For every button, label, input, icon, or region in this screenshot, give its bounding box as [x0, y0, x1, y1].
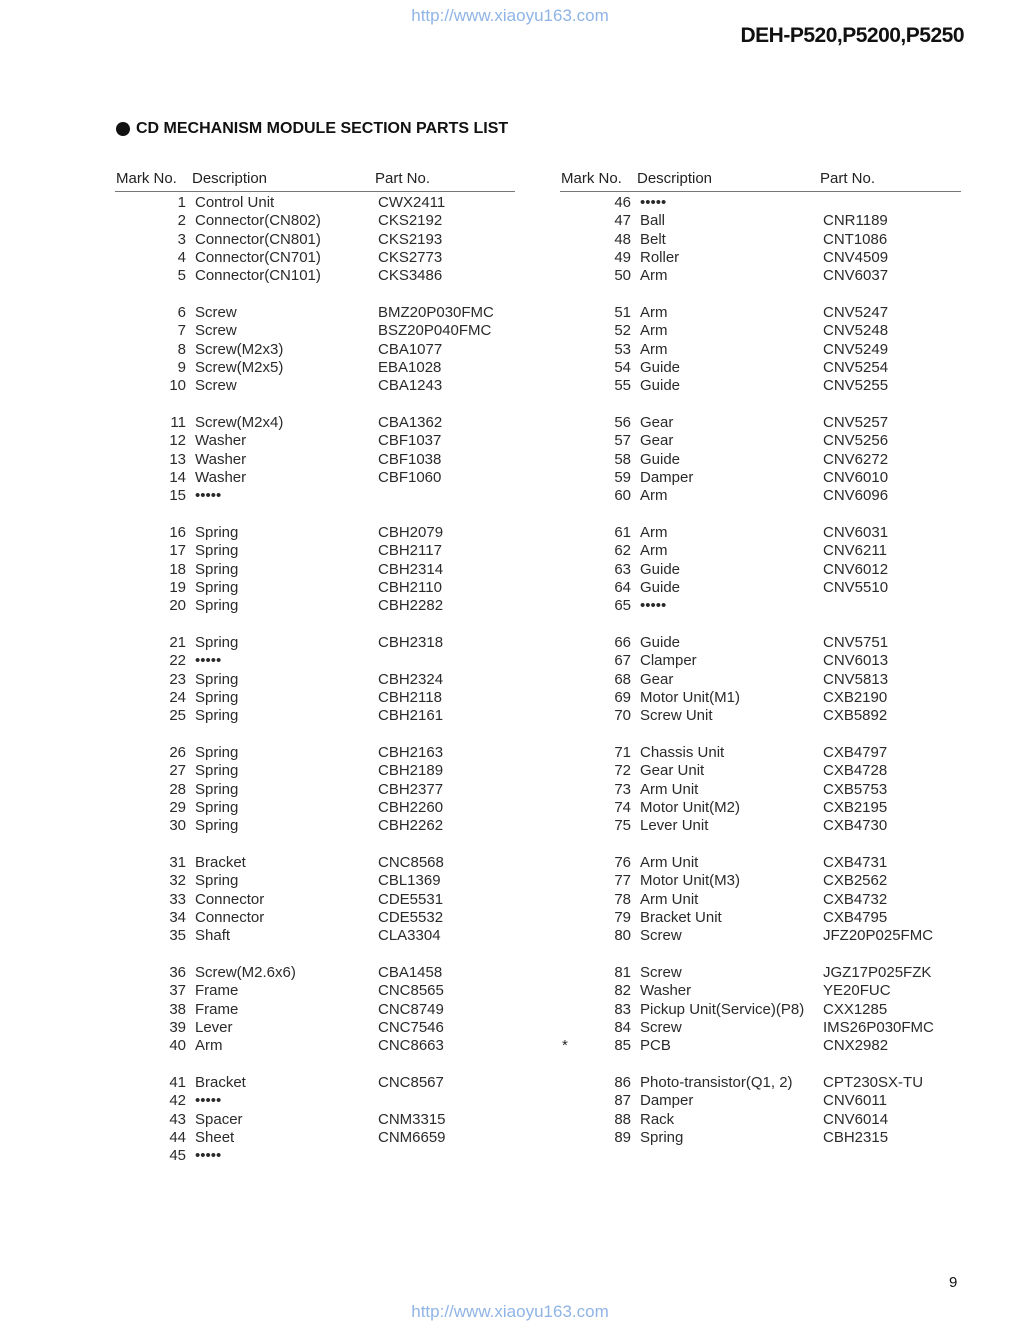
item-description: Connector: [195, 908, 265, 926]
item-number: 9: [177, 358, 186, 376]
item-number: 11: [170, 414, 186, 431]
item-number: 42: [169, 1092, 186, 1110]
item-number: 28: [169, 780, 186, 798]
item-number: 35: [169, 927, 186, 945]
section-title: [116, 120, 508, 138]
item-number: 58: [614, 450, 631, 468]
part-number: CBH2079: [378, 524, 444, 541]
item-description: Guide: [640, 634, 681, 651]
part-number: JGZ17P025FZK: [823, 964, 932, 981]
part-number: CKS3486: [378, 267, 443, 285]
part-number: CBH2282: [378, 597, 444, 615]
part-number: CXX1285: [823, 1000, 888, 1018]
part-number: CNC8749: [378, 1000, 444, 1018]
item-description: Connector(CN101): [195, 267, 321, 285]
item-description: Spring: [195, 578, 239, 596]
item-description: Spring: [640, 1128, 684, 1146]
item-description: Screw(M2x4): [195, 414, 284, 431]
part-number: CNV5751: [823, 634, 889, 651]
item-number: 13: [169, 450, 186, 468]
part-number: CBH2163: [378, 744, 444, 761]
item-number: 29: [169, 798, 186, 816]
left-header-part-no: Part No.: [375, 170, 431, 187]
item-number: 66: [614, 634, 631, 651]
part-number: CBF1037: [378, 432, 442, 450]
part-number: CBL1369: [378, 872, 441, 890]
part-number: JFZ20P025FMC: [823, 927, 934, 945]
part-number: CXB2190: [823, 688, 888, 706]
part-number: CNV5255: [823, 377, 889, 395]
item-number: 75: [614, 817, 631, 835]
item-description: Screw: [640, 964, 682, 981]
item-description: Motor Unit(M1): [640, 688, 741, 706]
item-description: Lever: [195, 1018, 233, 1036]
item-description: Photo-transistor(Q1, 2): [640, 1074, 793, 1091]
item-number: 71: [614, 744, 631, 761]
item-number: 20: [169, 597, 186, 615]
item-description: Screw: [640, 1018, 682, 1036]
left-header-rule: [115, 191, 515, 192]
item-description: Screw: [195, 377, 237, 395]
item-number: 40: [169, 1037, 186, 1055]
part-number: CBA1362: [378, 414, 443, 431]
item-number: 61: [614, 524, 631, 541]
model-title: DEH-P520,P5200,P5250: [740, 24, 964, 47]
part-number: CBH2117: [378, 542, 442, 560]
item-number: 19: [169, 578, 186, 596]
item-description: Spring: [195, 707, 239, 725]
item-description: Spring: [195, 597, 239, 615]
part-number: CNC7546: [378, 1018, 444, 1036]
item-number: 76: [614, 854, 631, 871]
watermark-url-top: http://www.xiaoyu163.com: [411, 6, 609, 25]
item-description: Frame: [195, 982, 239, 1000]
part-number: CNV6011: [823, 1092, 887, 1110]
part-number: CDE5532: [378, 908, 444, 926]
part-number: IMS26P030FMC: [823, 1018, 934, 1036]
item-number: 34: [169, 908, 186, 926]
item-number: 26: [169, 744, 186, 761]
item-description: Screw: [195, 304, 237, 321]
item-number: 45: [169, 1147, 186, 1165]
part-number: CBH2118: [378, 688, 442, 706]
item-number: 88: [614, 1110, 631, 1128]
part-number: CNV5256: [823, 432, 889, 450]
part-number: EBA1028: [378, 358, 442, 376]
item-description: Spring: [195, 817, 239, 835]
item-description: Roller: [640, 248, 680, 266]
item-description: •••••: [195, 487, 222, 505]
item-description: Screw(M2x5): [195, 358, 284, 376]
mark-symbol: *: [562, 1037, 568, 1055]
item-description: Motor Unit(M3): [640, 872, 741, 890]
part-number: CNV6037: [823, 267, 889, 285]
item-description: Arm Unit: [640, 780, 699, 798]
item-description: •••••: [640, 194, 667, 211]
item-description: •••••: [195, 652, 222, 670]
right-header-mark-no: Mark No.: [561, 170, 622, 187]
item-number: 36: [169, 964, 186, 981]
item-number: 85: [614, 1037, 631, 1055]
part-number: CPT230SX-TU: [823, 1074, 924, 1091]
item-description: Connector(CN801): [195, 230, 321, 248]
part-number: CNM3315: [378, 1110, 446, 1128]
part-number: CNV5257: [823, 414, 889, 431]
item-description: Guide: [640, 578, 681, 596]
item-number: 86: [614, 1074, 631, 1091]
item-description: Chassis Unit: [640, 744, 725, 761]
item-description: Connector: [195, 890, 265, 908]
item-number: 30: [169, 817, 186, 835]
part-number: CXB2562: [823, 872, 888, 890]
item-number: 23: [169, 670, 186, 688]
item-number: 69: [614, 688, 631, 706]
part-number: CBH2324: [378, 670, 444, 688]
item-description: Arm Unit: [640, 854, 699, 871]
item-description: Spring: [195, 560, 239, 578]
item-description: Screw(M2.6x6): [195, 964, 296, 981]
part-number: CBA1243: [378, 377, 443, 395]
item-description: Frame: [195, 1000, 239, 1018]
item-number: 18: [169, 560, 186, 578]
item-description: PCB: [640, 1037, 671, 1055]
right-header-part-no: Part No.: [820, 170, 876, 187]
item-description: •••••: [640, 597, 667, 615]
item-number: 46: [614, 194, 631, 211]
item-description: Spring: [195, 524, 239, 541]
item-number: 56: [614, 414, 631, 431]
part-number: CXB4732: [823, 890, 888, 908]
item-number: 44: [169, 1128, 186, 1146]
part-number: CNC8567: [378, 1074, 444, 1091]
item-description: Motor Unit(M2): [640, 798, 741, 816]
item-description: Bracket Unit: [640, 908, 722, 926]
item-description: Arm: [640, 524, 668, 541]
item-description: Spacer: [195, 1110, 243, 1128]
item-number: 47: [614, 212, 631, 230]
part-number: YE20FUC: [823, 982, 891, 1000]
part-number: CNV6013: [823, 652, 889, 670]
item-number: 37: [169, 982, 186, 1000]
item-description: Rack: [640, 1110, 675, 1128]
section-title-text: CD MECHANISM MODULE SECTION PARTS LIST: [136, 120, 509, 137]
part-number: CWX2411: [378, 194, 446, 211]
part-number: CNV6010: [823, 468, 889, 486]
item-description: Arm: [640, 340, 668, 358]
part-number: CNV5510: [823, 578, 889, 596]
part-number: CNX2982: [823, 1037, 889, 1055]
part-number: CBH2161: [378, 707, 444, 725]
part-number: CBA1458: [378, 964, 443, 981]
part-number: CBA1077: [378, 340, 443, 358]
item-number: 80: [614, 927, 631, 945]
part-number: CBF1038: [378, 450, 442, 468]
part-number: CXB5892: [823, 707, 888, 725]
item-number: 1: [177, 194, 186, 211]
item-description: Shaft: [195, 927, 231, 945]
item-number: 17: [169, 542, 186, 560]
item-number: 39: [169, 1018, 186, 1036]
item-number: 38: [169, 1000, 186, 1018]
left-header-mark-no: Mark No.: [116, 170, 177, 187]
part-number: CNV5248: [823, 322, 889, 340]
item-description: Arm: [640, 304, 668, 321]
item-description: Guide: [640, 450, 681, 468]
part-number: CBH2377: [378, 780, 444, 798]
item-description: Gear Unit: [640, 762, 705, 780]
item-number: 8: [177, 340, 186, 358]
item-number: 49: [614, 248, 631, 266]
item-description: Spring: [195, 780, 239, 798]
part-number: CXB2195: [823, 798, 888, 816]
item-number: 10: [169, 377, 186, 395]
part-number: CNV6014: [823, 1110, 889, 1128]
page-number: 9: [949, 1274, 958, 1291]
part-number: BMZ20P030FMC: [378, 304, 494, 321]
part-number: CNV4509: [823, 248, 889, 266]
item-number: 7: [177, 322, 186, 340]
right-header-rule: [560, 191, 961, 192]
item-number: 55: [614, 377, 631, 395]
item-number: 22: [169, 652, 186, 670]
item-description: Ball: [640, 212, 666, 230]
part-number: CXB5753: [823, 780, 888, 798]
item-number: 68: [614, 670, 631, 688]
part-number: CKS2193: [378, 230, 443, 248]
part-number: CBH2315: [823, 1128, 889, 1146]
item-number: 74: [614, 798, 631, 816]
item-number: 54: [614, 358, 631, 376]
watermark-url-bottom: http://www.xiaoyu163.com: [411, 1302, 609, 1321]
item-number: 51: [614, 304, 631, 321]
item-description: Damper: [640, 1092, 694, 1110]
item-number: 82: [614, 982, 631, 1000]
item-number: 67: [614, 652, 631, 670]
item-number: 16: [169, 524, 186, 541]
item-description: Arm: [640, 322, 668, 340]
item-description: Lever Unit: [640, 817, 709, 835]
item-number: 21: [169, 634, 186, 651]
part-number: CNV5249: [823, 340, 889, 358]
item-description: Connector(CN701): [195, 248, 321, 266]
item-number: 12: [169, 432, 186, 450]
item-number: 70: [614, 707, 631, 725]
part-number: CXB4730: [823, 817, 888, 835]
item-description: Washer: [195, 450, 247, 468]
item-description: Spring: [195, 744, 239, 761]
item-number: 59: [614, 468, 631, 486]
part-number: CKS2773: [378, 248, 443, 266]
item-description: •••••: [195, 1092, 222, 1110]
item-number: 33: [169, 890, 186, 908]
part-number: CNT1086: [823, 230, 888, 248]
bullet-icon: [116, 122, 130, 136]
item-description: Screw(M2x3): [195, 340, 284, 358]
item-description: Spring: [195, 798, 239, 816]
item-number: 87: [614, 1092, 631, 1110]
item-description: Spring: [195, 634, 239, 651]
item-number: 27: [169, 762, 186, 780]
item-description: Gear: [640, 432, 674, 450]
item-description: Washer: [195, 432, 247, 450]
item-number: 65: [614, 597, 631, 615]
item-number: 4: [177, 248, 186, 266]
item-number: 52: [614, 322, 631, 340]
item-description: Screw: [640, 927, 682, 945]
item-number: 5: [177, 267, 186, 285]
item-description: Sheet: [195, 1128, 235, 1146]
item-number: 32: [169, 872, 186, 890]
item-number: 24: [169, 688, 186, 706]
item-description: Clamper: [640, 652, 697, 670]
part-number: CNV5254: [823, 358, 889, 376]
part-number: CXB4797: [823, 744, 888, 761]
item-number: 50: [614, 267, 631, 285]
part-number: CXB4731: [823, 854, 888, 871]
part-number: CXB4795: [823, 908, 888, 926]
item-number: 41: [169, 1074, 186, 1091]
left-header-description: Description: [192, 170, 268, 187]
part-number: CBH2262: [378, 817, 444, 835]
item-number: 43: [169, 1110, 186, 1128]
item-description: Washer: [195, 468, 247, 486]
right-header-description: Description: [637, 170, 713, 187]
part-number: CNV6272: [823, 450, 889, 468]
item-description: Connector(CN802): [195, 212, 321, 230]
item-description: Control Unit: [195, 194, 275, 211]
item-description: Bracket: [195, 854, 246, 871]
item-number: 15: [169, 487, 186, 505]
item-description: Arm: [195, 1037, 223, 1055]
item-number: 2: [177, 212, 186, 230]
item-number: 64: [614, 578, 631, 596]
part-number: CDE5531: [378, 890, 444, 908]
part-number: CNV6096: [823, 487, 889, 505]
part-number: BSZ20P040FMC: [378, 322, 492, 340]
item-description: Arm: [640, 542, 668, 560]
item-description: Spring: [195, 542, 239, 560]
part-number: CKS2192: [378, 212, 443, 230]
part-number: CBF1060: [378, 468, 442, 486]
item-number: 31: [169, 854, 186, 871]
item-description: Bracket: [195, 1074, 246, 1091]
item-number: 25: [169, 707, 186, 725]
part-number: CNV5813: [823, 670, 889, 688]
item-number: 73: [614, 780, 631, 798]
item-description: Pickup Unit(Service)(P8): [640, 1000, 805, 1018]
part-number: CNV6012: [823, 560, 889, 578]
item-description: Screw Unit: [640, 707, 713, 725]
part-number: CBH2110: [378, 578, 442, 596]
item-description: Guide: [640, 358, 681, 376]
item-description: Washer: [640, 982, 692, 1000]
item-number: 78: [614, 890, 631, 908]
item-description: Arm Unit: [640, 890, 699, 908]
part-number: CBH2189: [378, 762, 444, 780]
item-number: 48: [614, 230, 631, 248]
item-description: Belt: [640, 230, 666, 248]
item-description: Spring: [195, 872, 239, 890]
item-description: Spring: [195, 670, 239, 688]
part-number: CNC8568: [378, 854, 444, 871]
item-number: 83: [614, 1000, 631, 1018]
part-number: CNC8663: [378, 1037, 444, 1055]
item-number: 63: [614, 560, 631, 578]
item-number: 57: [614, 432, 631, 450]
part-number: CBH2260: [378, 798, 444, 816]
part-number: CXB4728: [823, 762, 888, 780]
item-number: 14: [169, 468, 186, 486]
item-number: 60: [614, 487, 631, 505]
part-number: CNV6031: [823, 524, 889, 541]
item-number: 53: [614, 340, 631, 358]
item-description: •••••: [195, 1147, 222, 1165]
item-number: 3: [177, 230, 186, 248]
item-number: 77: [614, 872, 631, 890]
item-number: 81: [614, 964, 631, 981]
item-description: Guide: [640, 377, 681, 395]
item-description: Arm: [640, 487, 668, 505]
part-number: CBH2318: [378, 634, 444, 651]
item-description: Screw: [195, 322, 237, 340]
item-number: 84: [614, 1018, 631, 1036]
item-number: 89: [614, 1128, 631, 1146]
item-number: 62: [614, 542, 631, 560]
part-number: CNM6659: [378, 1128, 446, 1146]
part-number: CLA3304: [378, 927, 441, 945]
item-description: Damper: [640, 468, 694, 486]
item-number: 72: [614, 762, 631, 780]
item-description: Gear: [640, 414, 674, 431]
item-description: Gear: [640, 670, 674, 688]
part-number: CBH2314: [378, 560, 444, 578]
part-number: CNC8565: [378, 982, 444, 1000]
part-number: CNV6211: [823, 542, 887, 560]
item-description: Spring: [195, 688, 239, 706]
item-number: 6: [177, 304, 186, 321]
item-description: Spring: [195, 762, 239, 780]
item-description: Arm: [640, 267, 668, 285]
part-number: CNV5247: [823, 304, 889, 321]
item-number: 79: [614, 908, 631, 926]
part-number: CNR1189: [823, 212, 888, 230]
item-description: Guide: [640, 560, 681, 578]
